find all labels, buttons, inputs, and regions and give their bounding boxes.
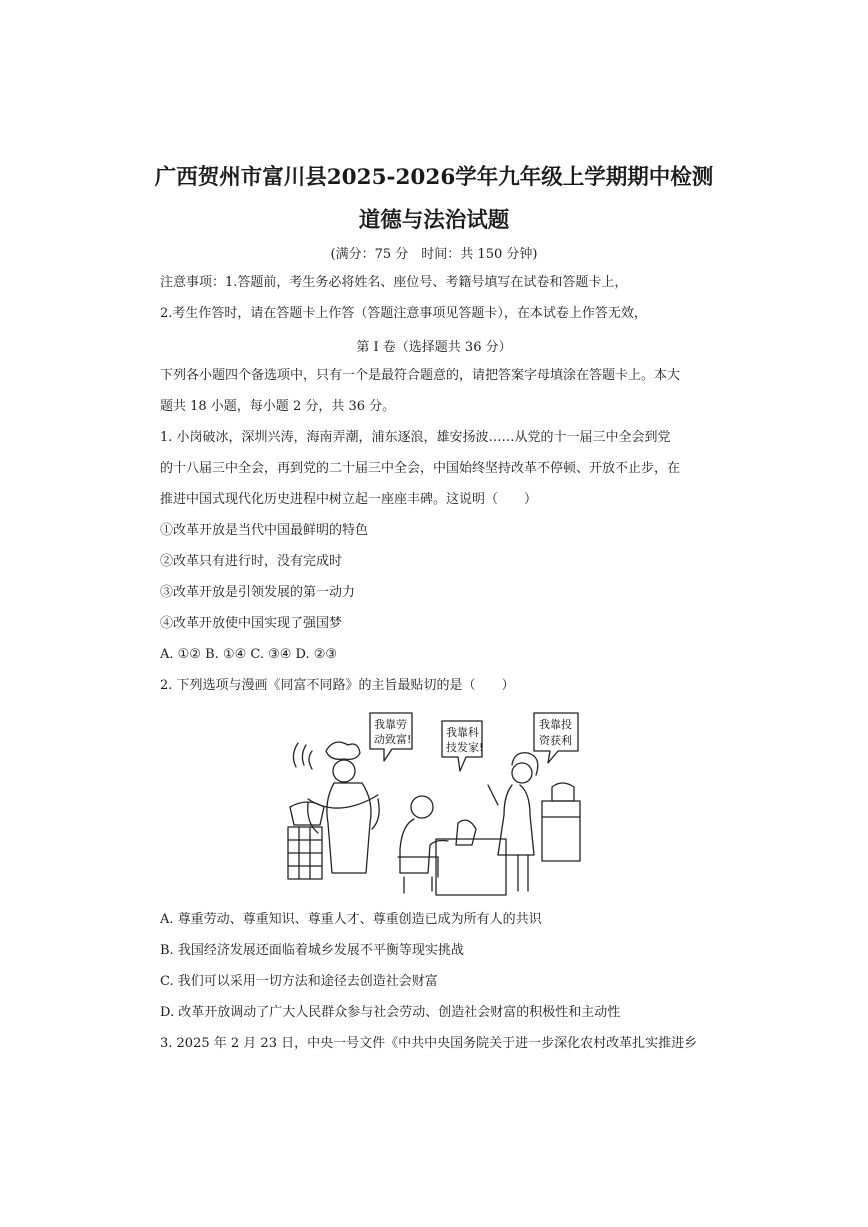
computer-monitor xyxy=(456,820,476,845)
q3-stem-line-1: 3. 2025 年 2 月 23 日，中央一号文件《中共中央国务院关于进一步深化农村改革扎实推进乡 xyxy=(160,1036,698,1051)
bubble-invest-line-1: 我靠投 xyxy=(539,718,572,731)
q2-option-d: D. 改革开放调动了广大人民群众参与社会劳动、创造社会财富的积极性和主动性 xyxy=(160,1005,621,1020)
q1-choices: A. ①② B. ①④ C. ③④ D. ②③ xyxy=(160,647,338,662)
chef-head xyxy=(333,760,355,782)
bubble-invest-line-2: 资获利 xyxy=(539,734,572,747)
bubble-labor-line-2: 动致富! xyxy=(374,733,412,746)
q1-stem-line-3: 推进中国式现代化历史进程中树立起一座座丰碑。这说明（ ） xyxy=(160,492,538,507)
section-instruction-1: 下列各小题四个备选项中，只有一个是最符合题意的，请把答案字母填涂在答题卡上。本大 xyxy=(160,368,681,383)
section-heading: 第 I 卷（选择题共 36 分） xyxy=(356,340,512,355)
q2-option-b: B. 我国经济发展还面临着城乡发展不平衡等现实挑战 xyxy=(160,943,464,958)
tech-man-body xyxy=(400,819,448,873)
q1-statement-4: ④改革开放使中国实现了强国梦 xyxy=(160,616,343,631)
exam-title: 广西贺州市富川县2025-2026学年九年级上学期期中检测 xyxy=(154,165,714,190)
section-instruction-2: 题共 18 小题，每小题 2 分，共 36 分。 xyxy=(160,399,396,414)
q1-stem-line-2: 的十八届三中全会，再到党的二十届三中全会，中国始终坚持改革不停顿、开放不止步，在 xyxy=(160,461,681,476)
office-cabinet xyxy=(542,801,580,861)
bubble-tech-line-2: 技发家! xyxy=(446,741,484,754)
cartoon-illustration xyxy=(286,707,582,899)
q1-statement-3: ③改革开放是引领发展的第一动力 xyxy=(160,585,356,600)
q2-stem: 2. 下列选项与漫画《同富不同路》的主旨最贴切的是（ ） xyxy=(160,678,515,693)
q2-option-a: A. 尊重劳动、尊重知识、尊重人才、尊重创造已成为所有人的共识 xyxy=(160,912,542,927)
bubble-labor-line-1: 我靠劳 xyxy=(374,718,407,731)
investor-head xyxy=(512,763,532,783)
exam-subject-title: 道德与法治试题 xyxy=(358,208,510,233)
chef-hat xyxy=(326,742,360,759)
notice-line-2: 2.考生作答时，请在答题卡上作答（答题注意事项见答题卡），在本试卷上作答无效， xyxy=(160,306,647,321)
cooking-pot xyxy=(290,802,324,825)
notice-line-1: 注意事项：1.答题前，考生务必将姓名、座位号、考籍号填写在试卷和答题卡上， xyxy=(160,275,628,290)
q1-statement-2: ②改革只有进行时，没有完成时 xyxy=(160,554,343,569)
computer-desk xyxy=(436,839,506,895)
bubble-tech-line-1: 我靠科 xyxy=(446,726,479,739)
q1-stem-line-1: 1. 小岗破冰，深圳兴涛，海南弄潮，浦东逐浪，雄安扬波……从党的十一届三中全会到党 xyxy=(160,430,671,445)
q2-option-c: C. 我们可以采用一切方法和途径去创造社会财富 xyxy=(160,974,438,989)
chef-body xyxy=(327,783,371,873)
exam-meta: (满分：75 分 时间：共 150 分钟) xyxy=(330,247,538,262)
desk-chair xyxy=(398,857,438,893)
q1-statement-1: ①改革开放是当代中国最鲜明的特色 xyxy=(160,523,369,538)
tech-man-head xyxy=(411,796,433,818)
investor-body xyxy=(498,785,534,855)
